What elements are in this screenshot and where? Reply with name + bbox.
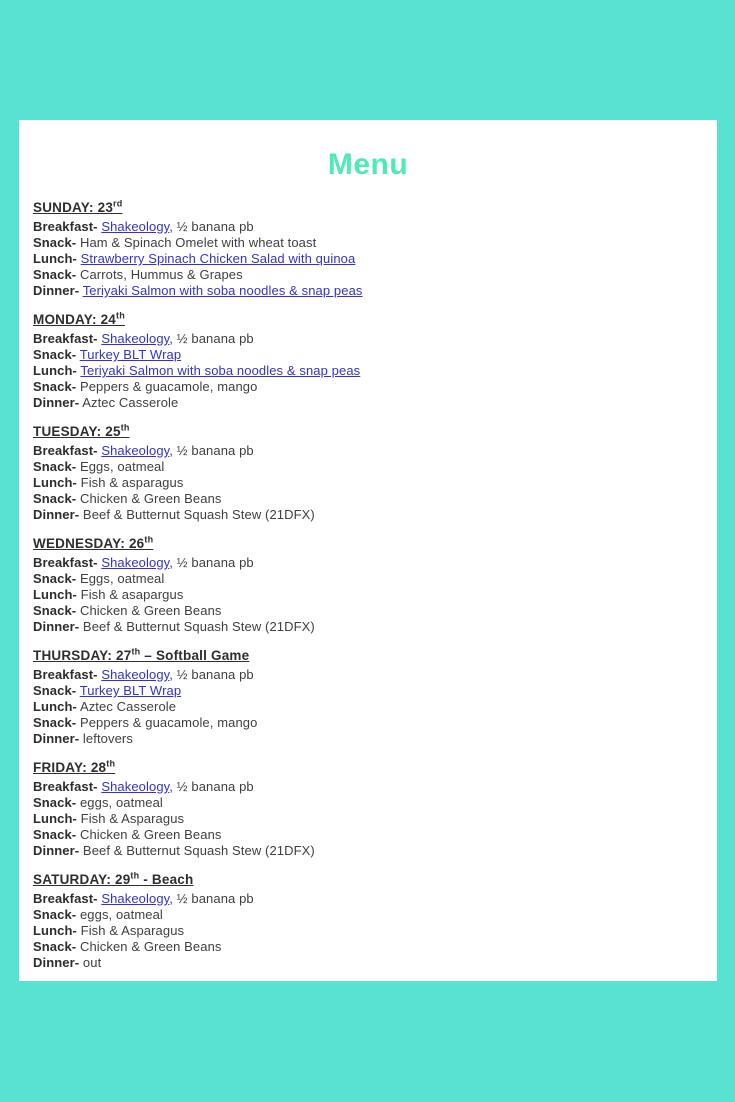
meal-line <box>33 571 703 587</box>
meal-line <box>33 459 703 475</box>
day-ordinal: th <box>144 534 154 545</box>
day-ordinal: th <box>116 310 125 321</box>
meal-line <box>33 267 703 283</box>
day-title: SUNDAY: 23 <box>33 200 114 215</box>
meal-line <box>33 363 703 379</box>
meal-line <box>33 235 703 251</box>
meal-line <box>33 587 703 603</box>
day-section <box>33 424 703 523</box>
meal-label: Lunch- <box>33 699 77 714</box>
day-heading <box>33 760 703 776</box>
day-ordinal: th <box>130 870 140 881</box>
meal-link[interactable]: Turkey BLT Wrap <box>79 347 182 362</box>
meal-label: Snack- <box>33 347 77 362</box>
meal-line <box>33 715 703 731</box>
meal-label: Snack- <box>33 459 77 474</box>
meal-label: Snack- <box>33 603 77 618</box>
meal-link[interactable]: Shakeology <box>101 443 170 458</box>
meal-line <box>33 923 703 939</box>
meal-line <box>33 907 703 923</box>
day-section <box>33 200 703 299</box>
meal-label: Lunch- <box>33 251 77 266</box>
meal-text: Chicken & Green Beans <box>79 939 222 954</box>
meal-line <box>33 395 703 411</box>
meal-label: Dinner- <box>33 283 80 298</box>
meal-link[interactable]: Shakeology <box>101 667 170 682</box>
meal-line <box>33 955 703 971</box>
day-title: TUESDAY: 25 <box>33 424 121 439</box>
day-heading <box>33 872 703 888</box>
meal-line <box>33 779 703 795</box>
meal-line <box>33 811 703 827</box>
day-suffix: – Softball Game <box>140 648 250 663</box>
meal-text: Beef & Butternut Squash Stew (21DFX) <box>82 507 315 522</box>
meal-line <box>33 843 703 859</box>
meal-text: out <box>82 955 102 970</box>
meal-link[interactable]: Shakeology <box>101 219 170 234</box>
meal-text: , ½ banana pb <box>169 667 254 682</box>
meal-link[interactable]: Shakeology <box>101 779 170 794</box>
meal-text: leftovers <box>82 731 133 746</box>
meal-label: Breakfast- <box>33 443 98 458</box>
meal-line <box>33 891 703 907</box>
day-section <box>33 872 703 971</box>
day-section <box>33 536 703 635</box>
meal-line <box>33 555 703 571</box>
menu-card <box>19 120 717 981</box>
day-heading <box>33 536 703 552</box>
meal-text: Eggs, oatmeal <box>79 571 165 586</box>
day-section <box>33 760 703 859</box>
meal-line <box>33 219 703 235</box>
page-title: Menu <box>327 148 409 181</box>
meal-label: Snack- <box>33 571 77 586</box>
meal-label: Snack- <box>33 939 77 954</box>
day-heading <box>33 424 703 440</box>
meal-text: , ½ banana pb <box>169 219 254 234</box>
meal-line <box>33 603 703 619</box>
meal-line <box>33 507 703 523</box>
meal-link[interactable]: Shakeology <box>101 555 170 570</box>
meal-label: Snack- <box>33 907 77 922</box>
meal-line <box>33 443 703 459</box>
day-ordinal: th <box>131 646 141 657</box>
meal-label: Breakfast- <box>33 891 98 906</box>
meal-text: , ½ banana pb <box>169 331 254 346</box>
meal-label: Breakfast- <box>33 331 98 346</box>
meal-text: , ½ banana pb <box>169 779 254 794</box>
day-title: SATURDAY: 29 <box>33 872 131 887</box>
meal-text: eggs, oatmeal <box>79 795 163 810</box>
meal-label: Snack- <box>33 827 77 842</box>
meal-text: Beef & Butternut Squash Stew (21DFX) <box>82 619 315 634</box>
meal-text: , ½ banana pb <box>169 891 254 906</box>
meal-line <box>33 667 703 683</box>
meal-label: Breakfast- <box>33 219 98 234</box>
meal-text: Peppers & guacamole, mango <box>79 715 258 730</box>
meal-line <box>33 251 703 267</box>
meal-text: Ham & Spinach Omelet with wheat toast <box>79 235 317 250</box>
meal-label: Lunch- <box>33 587 77 602</box>
day-title: MONDAY: 24 <box>33 312 117 327</box>
day-ordinal: rd <box>113 198 123 209</box>
day-heading <box>33 648 703 664</box>
meal-label: Snack- <box>33 795 77 810</box>
meal-link[interactable]: Shakeology <box>101 891 170 906</box>
meal-text: Carrots, Hummus & Grapes <box>79 267 243 282</box>
meal-line <box>33 683 703 699</box>
meal-line <box>33 491 703 507</box>
meal-label: Snack- <box>33 715 77 730</box>
day-ordinal: th <box>120 422 130 433</box>
meal-text: Chicken & Green Beans <box>79 827 222 842</box>
meal-label: Snack- <box>33 379 77 394</box>
day-section <box>33 312 703 411</box>
meal-label: Breakfast- <box>33 555 98 570</box>
meal-label: Breakfast- <box>33 779 98 794</box>
meal-line <box>33 939 703 955</box>
meal-label: Dinner- <box>33 955 80 970</box>
meal-line <box>33 331 703 347</box>
meal-text: Fish & asapargus <box>80 587 184 602</box>
meal-label: Breakfast- <box>33 667 98 682</box>
meal-text: Chicken & Green Beans <box>79 491 222 506</box>
meal-label: Lunch- <box>33 475 77 490</box>
day-heading <box>33 200 703 216</box>
meal-label: Lunch- <box>33 811 77 826</box>
meal-line <box>33 795 703 811</box>
meal-label: Snack- <box>33 235 77 250</box>
meal-link[interactable]: Strawberry Spinach Chicken Salad with quinoa <box>80 251 356 266</box>
meal-text: Peppers & guacamole, mango <box>79 379 258 394</box>
day-title: FRIDAY: 28 <box>33 760 107 775</box>
meal-text: Beef & Butternut Squash Stew (21DFX) <box>82 843 315 858</box>
meal-label: Dinner- <box>33 395 80 410</box>
meal-line <box>33 827 703 843</box>
meal-text: Chicken & Green Beans <box>79 603 222 618</box>
meal-label: Dinner- <box>33 843 80 858</box>
day-ordinal: th <box>106 758 116 769</box>
meal-text: , ½ banana pb <box>169 443 254 458</box>
meal-label: Dinner- <box>33 731 80 746</box>
meal-line <box>33 699 703 715</box>
meal-label: Lunch- <box>33 363 77 378</box>
menu-days <box>33 200 703 971</box>
meal-text: Aztec Casserole <box>79 699 177 714</box>
meal-label: Snack- <box>33 267 77 282</box>
meal-label: Lunch- <box>33 923 77 938</box>
meal-link[interactable]: Teriyaki Salmon with soba noodles & snap peas <box>80 363 361 378</box>
meal-line <box>33 619 703 635</box>
meal-text: Fish & Asparagus <box>80 811 185 826</box>
meal-label: Snack- <box>33 491 77 506</box>
meal-label: Dinner- <box>33 619 80 634</box>
day-title: THURSDAY: 27 <box>33 648 132 663</box>
meal-line <box>33 379 703 395</box>
meal-label: Snack- <box>33 683 77 698</box>
meal-link[interactable]: Shakeology <box>101 331 170 346</box>
meal-line <box>33 731 703 747</box>
meal-text: Aztec Casserole <box>82 395 179 410</box>
meal-text: Fish & Asparagus <box>80 923 185 938</box>
meal-link[interactable]: Teriyaki Salmon with soba noodles & snap peas <box>82 283 363 298</box>
meal-link[interactable]: Turkey BLT Wrap <box>79 683 182 698</box>
meal-line <box>33 283 703 299</box>
meal-line <box>33 475 703 491</box>
meal-text: Eggs, oatmeal <box>79 459 165 474</box>
day-title: WEDNESDAY: 26 <box>33 536 145 551</box>
meal-label: Dinner- <box>33 507 80 522</box>
day-section <box>33 648 703 747</box>
day-heading <box>33 312 703 328</box>
meal-text: Fish & asparagus <box>80 475 184 490</box>
meal-text: eggs, oatmeal <box>79 907 163 922</box>
meal-text: , ½ banana pb <box>169 555 254 570</box>
meal-line <box>33 347 703 363</box>
day-suffix: - Beach <box>139 872 194 887</box>
